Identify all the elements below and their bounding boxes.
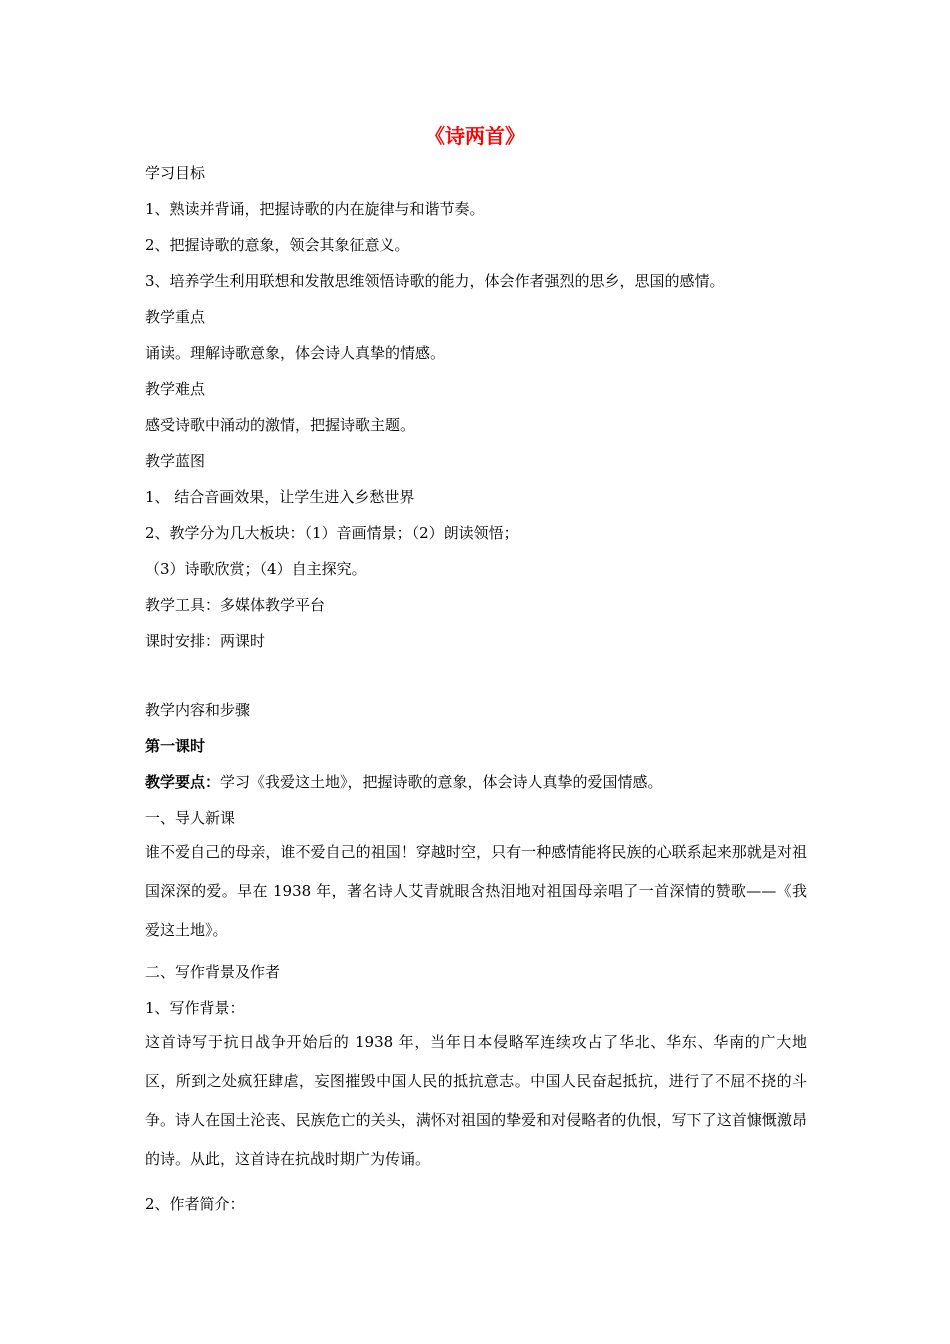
lesson-schedule: 课时安排：两课时: [145, 632, 266, 650]
section-heading-background-author: 二、写作背景及作者: [145, 963, 281, 981]
writing-background-heading: 1、写作背景：: [145, 999, 245, 1017]
section-heading-objectives: 学习目标: [145, 164, 206, 182]
lesson-key-points-text: 学习《我爱这土地》，把握诗歌的意象，体会诗人真挚的爱国情感。: [220, 773, 663, 791]
author-intro-heading: 2、作者简介：: [145, 1195, 245, 1213]
document-title: 《诗两首》: [425, 124, 525, 148]
blueprint-item-2: 2、教学分为几大板块：（1）音画情景；（2）朗读领悟；: [145, 524, 519, 542]
lesson-key-points-label: 教学要点：: [145, 773, 221, 791]
first-lesson-heading: 第一课时: [145, 737, 206, 755]
objective-item-3: 3、培养学生利用联想和发散思维领悟诗歌的能力，体会作者强烈的思乡，思国的感情。: [145, 272, 725, 290]
section-heading-key-points: 教学重点: [145, 308, 206, 326]
section-heading-difficulties: 教学难点: [145, 380, 206, 398]
section-heading-blueprint: 教学蓝图: [145, 452, 206, 470]
blueprint-item-1: 1、 结合音画效果，让学生进入乡愁世界: [145, 488, 415, 506]
blueprint-item-2-continued: （3）诗歌欣赏；（4）自主探究。: [145, 560, 367, 578]
section-heading-introduction: 一、导人新课: [145, 809, 236, 827]
difficulties-text: 感受诗歌中涌动的激情，把握诗歌主题。: [145, 416, 416, 434]
teaching-tools: 教学工具：多媒体教学平台: [145, 596, 326, 614]
lesson-key-points: [145, 771, 815, 793]
key-points-text: 诵读。理解诗歌意象，体会诗人真挚的情感。: [145, 344, 446, 362]
writing-background-paragraph: 这首诗写于抗日战争开始后的 1938 年，当年日本侵略军连续攻占了华北、华东、华南的广大地区，所到之处疯狂肆虐，妄图摧毁中国人民的抵抗意志。中国人民奋起抵抗，进行了不屈不挠的斗争。诗人在国土沦丧、民族危亡的关头，满怀对祖国的挚爱和对侵略者的仇恨，写下了这首慷慨激昂的诗。从此，这首诗在抗战时期广为传诵。: [145, 1033, 807, 1168]
introduction-paragraph: 谁不爱自己的母亲，谁不爱自己的祖国！穿越时空，只有一种感情能将民族的心联系起来那就是对祖国深深的爱。早在 1938 年，著名诗人艾青就眼含热泪地对祖国母亲唱了一首深情的赞歌——《我爱这土地》。: [145, 843, 807, 939]
section-heading-content-steps: 教学内容和步骤: [145, 701, 251, 719]
objective-item-2: 2、把握诗歌的意象，领会其象征意义。: [145, 236, 410, 254]
objective-item-1: 1、熟读并背诵，把握诗歌的内在旋律与和谐节奏。: [145, 200, 485, 218]
